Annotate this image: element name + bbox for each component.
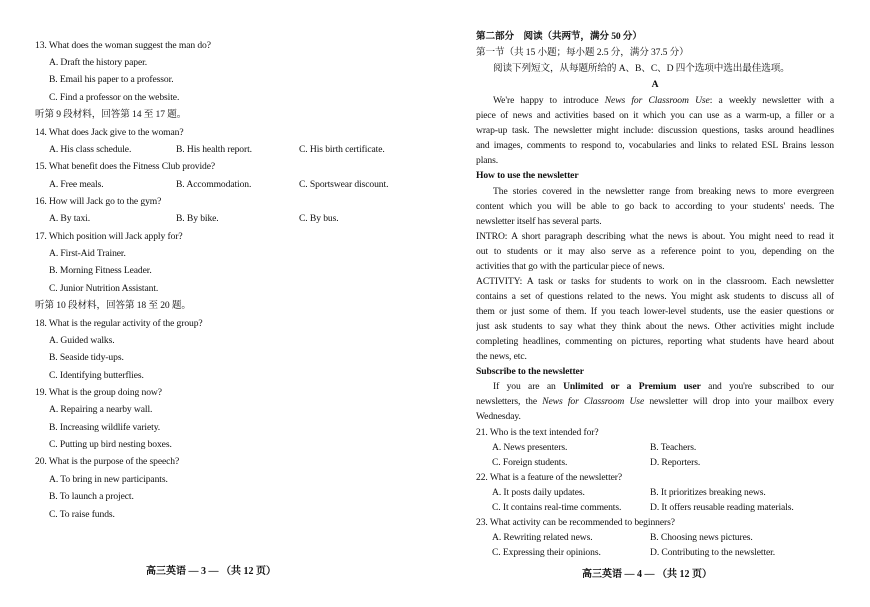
para3-line-3: Wednesday. bbox=[476, 411, 521, 422]
part-two-title: 第二部分 阅读（共两节，满分 50 分） bbox=[476, 31, 642, 42]
para2-line-1: The stories covered in the newsletter range from breaking news to more evergreen bbox=[493, 186, 834, 197]
question-20-option-c: C. To raise funds. bbox=[49, 509, 115, 520]
question-13-stem: 13. What does the woman suggest the man do? bbox=[35, 40, 211, 51]
activity-line-3: them or just some of them. If you teach lower-level students, use the easier questions or bbox=[476, 306, 834, 317]
question-20-stem: 20. What is the purpose of the speech? bbox=[35, 456, 180, 467]
question-14-stem: 14. What does Jack give to the woman? bbox=[35, 127, 184, 138]
question-19-option-b: B. Increasing wildlife variety. bbox=[49, 422, 161, 433]
activity-line-6: the news, etc. bbox=[476, 351, 527, 362]
para2-line-2: content which you will be able to go back to according to your students' needs. The bbox=[476, 201, 834, 212]
question-19-stem: 19. What is the group doing now? bbox=[35, 387, 162, 398]
para3-line-2: newsletters, the News for Classroom Use newsletter will drop into your mailbox every bbox=[476, 396, 834, 407]
question-16-option-a: A. By taxi. bbox=[49, 213, 91, 224]
listening-instruction-9: 听第 9 段材料，回答第 14 至 17 题。 bbox=[35, 109, 187, 120]
question-22-option-d: D. It offers reusable reading materials. bbox=[650, 502, 794, 513]
question-19-option-c: C. Putting up bird nesting boxes. bbox=[49, 439, 172, 450]
question-15-option-c: C. Sportswear discount. bbox=[299, 179, 389, 190]
question-21-option-d: D. Reporters. bbox=[650, 457, 701, 468]
question-21-stem: 21. Who is the text intended for? bbox=[476, 427, 599, 438]
para2-line-3: newsletter itself has several parts. bbox=[476, 216, 602, 227]
question-21-option-c: C. Foreign students. bbox=[492, 457, 568, 468]
question-18-stem: 18. What is the regular activity of the group? bbox=[35, 318, 203, 329]
page-footer-3: 高三英语 — 3 — （共 12 页） bbox=[146, 566, 276, 577]
question-18-option-b: B. Seaside tidy-ups. bbox=[49, 352, 124, 363]
para1-line-1: We're happy to introduce News for Classroom Use: a weekly newsletter with a bbox=[493, 95, 834, 106]
question-20-option-a: A. To bring in new participants. bbox=[49, 474, 168, 485]
question-21-option-b: B. Teachers. bbox=[650, 442, 697, 453]
question-17-stem: 17. Which position will Jack apply for? bbox=[35, 231, 183, 242]
question-14-option-a: A. His class schedule. bbox=[49, 144, 132, 155]
question-23-option-d: D. Contributing to the newsletter. bbox=[650, 547, 776, 558]
question-15-stem: 15. What benefit does the Fitness Club provide? bbox=[35, 161, 216, 172]
listening-instruction-10: 听第 10 段材料，回答第 18 至 20 题。 bbox=[35, 300, 191, 311]
para1-line-5: plans. bbox=[476, 155, 499, 166]
page-footer-4: 高三英语 — 4 — （共 12 页） bbox=[582, 569, 712, 580]
question-17-option-b: B. Morning Fitness Leader. bbox=[49, 265, 152, 276]
question-22-option-c: C. It contains real-time comments. bbox=[492, 502, 622, 513]
intro-line-2: out to students or it may also serve as a reference point to you, depending on the bbox=[476, 246, 834, 257]
exam-page-4 bbox=[435, 0, 870, 607]
activity-line-4: just ask students to say what they think about the news. Other activities might include bbox=[476, 321, 834, 332]
question-16-option-b: B. By bike. bbox=[176, 213, 219, 224]
question-13-option-a: A. Draft the history paper. bbox=[49, 57, 148, 68]
question-14-option-b: B. His health report. bbox=[176, 144, 252, 155]
question-13-option-b: B. Email his paper to a professor. bbox=[49, 74, 174, 85]
question-22-option-a: A. It posts daily updates. bbox=[492, 487, 585, 498]
question-18-option-a: A. Guided walks. bbox=[49, 335, 115, 346]
para1-line-2: piece of news and activities based on it which you can use as a warm-up, a filler or a bbox=[476, 110, 834, 121]
question-23-stem: 23. What activity can be recommended to beginners? bbox=[476, 517, 675, 528]
question-21-option-a: A. News presenters. bbox=[492, 442, 568, 453]
question-16-stem: 16. How will Jack go to the gym? bbox=[35, 196, 162, 207]
intro-line-1: INTRO: A short paragraph describing what the news is about. You might need to read it bbox=[476, 231, 834, 242]
question-23-option-a: A. Rewriting related news. bbox=[492, 532, 593, 543]
question-23-option-b: B. Choosing news pictures. bbox=[650, 532, 753, 543]
passage-label: A bbox=[651, 79, 659, 90]
question-22-option-b: B. It prioritizes breaking news. bbox=[650, 487, 766, 498]
question-13-option-c: C. Find a professor on the website. bbox=[49, 92, 180, 103]
question-20-option-b: B. To launch a project. bbox=[49, 491, 134, 502]
question-16-option-c: C. By bus. bbox=[299, 213, 339, 224]
question-22-stem: 22. What is a feature of the newsletter? bbox=[476, 472, 623, 483]
reading-instruction: 阅读下列短文，从每题所给的 A、B、C、D 四个选项中选出最佳选项。 bbox=[493, 63, 790, 74]
activity-line-5: completing headlines, commenting on pictures, reporting what students have heard about bbox=[476, 336, 834, 347]
question-15-option-b: B. Accommodation. bbox=[176, 179, 252, 190]
question-23-option-c: C. Expressing their opinions. bbox=[492, 547, 601, 558]
intro-line-3: activities that go with the particular piece of news. bbox=[476, 261, 665, 272]
question-19-option-a: A. Repairing a nearby wall. bbox=[49, 404, 153, 415]
question-15-option-a: A. Free meals. bbox=[49, 179, 104, 190]
heading-subscribe: Subscribe to the newsletter bbox=[476, 366, 584, 377]
activity-line-1: ACTIVITY: A task or tasks for students to work on in the classroom. Each newsletter bbox=[476, 276, 834, 287]
question-18-option-c: C. Identifying butterflies. bbox=[49, 370, 144, 381]
section-one-title: 第一节（共 15 小题；每小题 2.5 分，满分 37.5 分） bbox=[476, 47, 689, 58]
para1-line-3: wrap-up task. The newsletter might include: discussion questions, tasks around headlines bbox=[476, 125, 834, 136]
heading-how-to-use: How to use the newsletter bbox=[476, 170, 579, 181]
para1-line-4: and images, comments to respond to, vocabularies and links to related ESL Brains lesson bbox=[476, 140, 834, 151]
question-14-option-c: C. His birth certificate. bbox=[299, 144, 385, 155]
activity-line-2: contains a set of questions related to the news. You might ask students to discuss all of bbox=[476, 291, 834, 302]
para3-line-1: If you are an Unlimited or a Premium user and you're subscribed to our bbox=[493, 381, 834, 392]
question-17-option-c: C. Junior Nutrition Assistant. bbox=[49, 283, 159, 294]
question-17-option-a: A. First-Aid Trainer. bbox=[49, 248, 126, 259]
